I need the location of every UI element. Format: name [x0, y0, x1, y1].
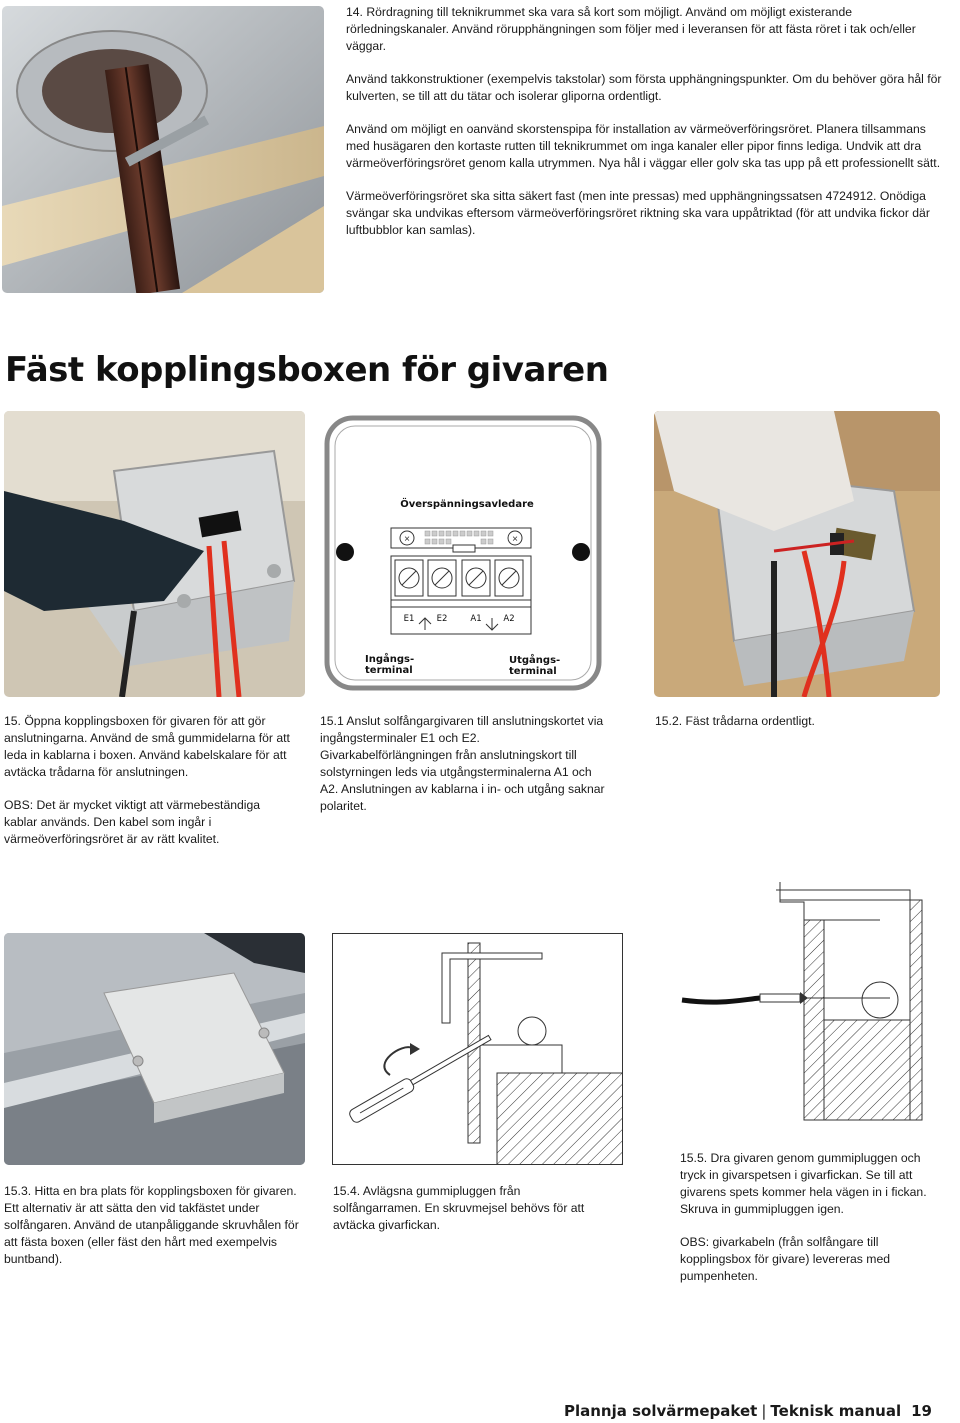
terminal-a1-label: A1 [470, 614, 482, 624]
caption-15-3-text: 15.3. Hitta en bra plats för kopplingsboxen för givaren. Ett alternativ är att sätta den vid takfästet under solfångaren. Använd de utanpåliggande skruvhålen för att fästa boxen (eller fäst den hårt med exempelvis buntband). [4, 1184, 299, 1266]
caption-15-2-text: 15.2. Fäst trådarna ordentligt. [655, 714, 815, 728]
intro-paragraph-mounting: Värmeöverföringsröret ska sitta säkert fast (men inte pressas) med upphängningssatsen 4724912. Onödiga svängar ska undvikas eftersom värmeöverföringsröret riktning ska vara uppåtriktad (för att undvika fickor där luftbubblor kan samlas). [346, 189, 930, 237]
caption-15-4-text: 15.4. Avlägsna gummipluggen från solfångarramen. En skruvmejsel behövs för att avtäcka givarfickan. [333, 1184, 585, 1232]
output-terminal-label-2: terminal [509, 666, 557, 677]
intro-paragraph-chimney: Använd om möjligt en oanvänd skorstenspipa för installation av värmeöverföringsröret. Planera tillsammans med husägaren den kortaste rutten till teknikrummet om inga kanaler eller pipor finns lediga. Undvik att dra värmeöverföringsröret genom kalla utrymmen. Nya hål i väggar eller golv ska tas upp på ett professionellt sätt. [346, 122, 941, 170]
caption-15-5 [680, 1150, 940, 1285]
caption-15-4 [333, 1183, 603, 1234]
caption-15-5-note: OBS: givarkabeln (från solfångare till kopplingsbox för givare) levereras med pumpenheten. [680, 1235, 890, 1283]
caption-15-1 [320, 713, 610, 815]
caption-15-note: OBS: Det är mycket viktigt att värmebeständiga kablar används. Den kabel som ingår i värmeöverföringsröret är av rätt kvalitet. [4, 798, 261, 846]
box-mounted-photo [4, 933, 305, 1165]
page-footer [564, 1402, 932, 1420]
terminal-e1-label: E1 [403, 614, 415, 624]
intro-text [346, 4, 946, 239]
wiring-diagram [321, 412, 605, 694]
junction-box-wiring-photo [654, 411, 940, 697]
caption-15-5-text: 15.5. Dra givaren genom gummipluggen och tryck in givarspetsen i givarfickan. Se till att givarens spets kommer hela vägen in i fickan. Skruva in gummipluggen igen. [680, 1151, 927, 1216]
terminal-e2-label: E2 [436, 614, 448, 624]
diagram-title: Överspänningsavledare [400, 499, 534, 510]
caption-15-text: 15. Öppna kopplingsboxen för givaren för att gör anslutningarna. Använd de små gummidelarna för att leda in kablarna i boxen. Använd kabelskalare för att avtäcka trådarna för anslutningen. [4, 714, 290, 779]
section-title: Fäst kopplingsboxen för givaren [5, 350, 609, 390]
junction-box-open-photo [4, 411, 305, 697]
footer-separator: | [761, 1402, 767, 1420]
sensor-pocket-icon [862, 982, 898, 1018]
input-terminal-label-1: Ingångs- [365, 654, 415, 665]
sensor-insertion-drawing [680, 880, 930, 1125]
screwdriver-drawing [332, 933, 623, 1165]
intro-paragraph-14: 14. Rördragning till teknikrummet ska vara så kort som möjligt. Använd om möjligt existerande rörledningskanaler. Använd rörupphängningen som följer med i leveransen för att fästa röret i tak och/eller väggar. [346, 5, 916, 53]
page-number: 19 [911, 1402, 932, 1420]
output-terminal-label-1: Utgångs- [509, 655, 561, 666]
footer-product: Plannja solvärmepaket [563, 1402, 758, 1420]
input-terminal-label-2: terminal [365, 665, 413, 676]
svg-text:×: × [512, 534, 518, 545]
caption-15-3 [4, 1183, 300, 1268]
caption-15-1-text: 15.1 Anslut solfångargivaren till anslutningskortet via ingångsterminaler E1 och E2. Givarkabelförlängningen från anslutningskort till solstyrningen leds via utgångsterminalerna A1 och A2. Anslutningen av kablarna i in- och utgång saknar polaritet. [320, 714, 605, 813]
intro-paragraph-supports: Använd takkonstruktioner (exempelvis takstolar) som första upphängningspunkter. Om du behöver göra hål för kulverten, se till att du tätar och isolerar gliporna ordentligt. [346, 72, 942, 103]
mounting-hole-right [572, 543, 590, 561]
pipe-ceiling-photo [2, 6, 324, 293]
svg-text:×: × [404, 534, 410, 545]
mounting-hole-left [336, 543, 354, 561]
terminal-a2-label: A2 [503, 614, 515, 624]
footer-manual: Teknisk manual [770, 1402, 902, 1420]
caption-15 [4, 713, 294, 848]
caption-15-2 [655, 713, 945, 730]
